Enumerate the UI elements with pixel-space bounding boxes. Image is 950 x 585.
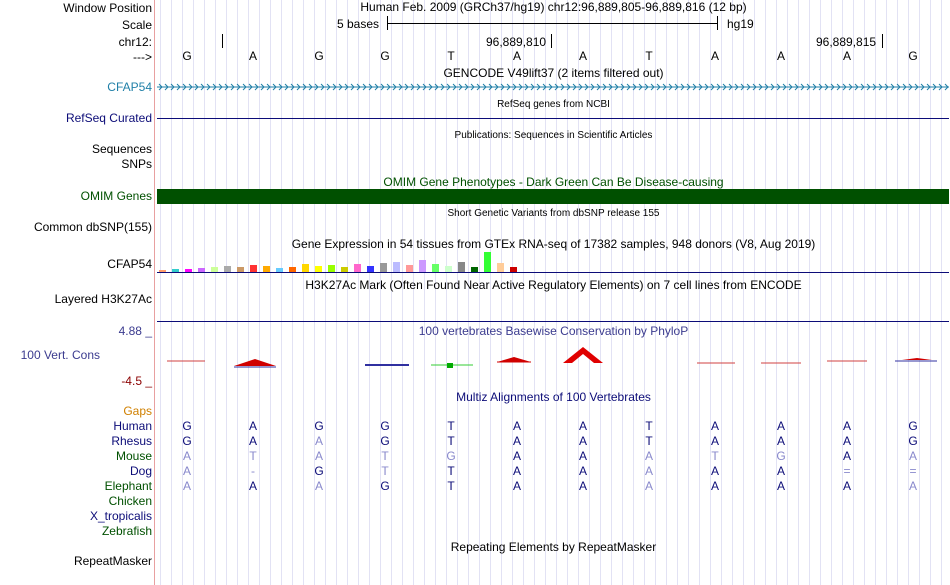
aligned-base: A [644,449,653,463]
gtex-tissue-bar[interactable] [458,262,465,272]
aligned-base: T [447,419,455,433]
gtex-tissue-bar[interactable] [380,263,387,272]
aligned-base: G [776,449,786,463]
species-label[interactable]: Human [113,419,152,433]
aligned-base: G [380,479,390,493]
aligned-base: G [314,419,324,433]
ruler-base: A [578,49,587,63]
gtex-tissue-bar[interactable] [354,264,361,272]
aligned-base: T [645,419,653,433]
dbsnp-label[interactable]: Common dbSNP(155) [33,220,152,234]
aligned-base: A [314,434,323,448]
aligned-base: A [710,479,719,493]
aligned-base: A [182,449,191,463]
ruler-base: T [447,49,455,63]
phylop-conservation-plot[interactable] [157,338,949,372]
species-label[interactable]: Chicken [108,494,152,508]
gtex-tissue-bar[interactable] [432,264,439,272]
gtex-gene-label[interactable]: CFAP54 [107,257,152,271]
aligned-base: A [182,479,191,493]
aligned-base: G [380,419,390,433]
aligned-base: A [248,479,257,493]
sequences-label[interactable]: Sequences [91,142,152,156]
aligned-base: A [776,464,785,478]
aligned-base: A [842,449,851,463]
scale-bar [387,23,718,24]
ruler-base: G [908,49,918,63]
phylop-ymin: -4.5 _ [121,374,152,388]
aligned-base: A [578,464,587,478]
gencode-gene-feature[interactable] [157,81,949,93]
aligned-base: A [182,464,191,478]
aligned-base: G [908,434,918,448]
window-position-label: Window Position [63,1,152,15]
aligned-base: A [710,464,719,478]
gencode-track-title[interactable]: GENCODE V49lift37 (2 items filtered out) [443,66,664,80]
ruler-base: A [248,49,257,63]
aligned-base: A [512,479,521,493]
aligned-base: A [512,449,521,463]
aligned-base: A [512,434,521,448]
aligned-base: A [842,434,851,448]
omim-label[interactable]: OMIM Genes [80,189,152,203]
ruler-base: G [182,49,192,63]
dbsnp-track-title[interactable]: Short Genetic Variants from dbSNP release 155 [447,208,660,219]
aligned-base: A [842,479,851,493]
omim-track-title[interactable]: OMIM Gene Phenotypes - Dark Green Can Be Disease-causing [383,175,724,189]
scale-bar-right-tick [717,16,718,30]
gtex-baseline [157,272,949,273]
aligned-base: A [578,449,587,463]
aligned-base: = [909,464,917,478]
aligned-base: A [512,419,521,433]
ruler-base: A [710,49,719,63]
aligned-base: A [644,464,653,478]
gtex-tissue-bar[interactable] [406,265,413,272]
phylop-label[interactable]: 100 Vert. Cons [20,348,100,362]
refseq-label[interactable]: RefSeq Curated [65,111,152,125]
aligned-base: A [314,449,323,463]
refseq-gene-feature[interactable] [157,118,949,119]
aligned-base: A [248,434,257,448]
ruler-base: A [776,49,785,63]
h3k27ac-baseline [157,321,949,322]
aligned-base: A [776,419,785,433]
ruler-base: A [842,49,851,63]
gtex-tissue-bar[interactable] [393,262,400,272]
snps-label[interactable]: SNPs [121,157,152,171]
repeatmasker-label[interactable]: RepeatMasker [73,554,152,568]
aligned-base: A [314,479,323,493]
chrom-label: chr12: [118,35,152,49]
ruler-tick [882,34,883,48]
h3k27ac-track-title[interactable]: H3K27Ac Mark (Often Found Near Active Regulatory Elements) on 7 cell lines from ENCODE [305,278,802,292]
sidebar-divider [154,0,155,585]
ruler-base: T [645,49,653,63]
gtex-tissue-bar[interactable] [419,260,426,272]
aligned-base: A [776,434,785,448]
gtex-tissue-bar[interactable] [484,252,491,272]
aligned-base: T [381,449,389,463]
aligned-base: A [908,479,917,493]
aligned-base: T [381,464,389,478]
strand-label: ---> [133,50,152,64]
phylop-track-title[interactable]: 100 vertebrates Basewise Conservation by PhyloP [418,324,689,338]
repeatmasker-track-title[interactable]: Repeating Elements by RepeatMasker [450,540,657,554]
aligned-base: G [446,449,456,463]
h3k27ac-label[interactable]: Layered H3K27Ac [54,292,152,306]
aligned-base: A [908,449,917,463]
gaps-label[interactable]: Gaps [123,404,152,418]
phylop-ymax: 4.88 _ [118,324,152,338]
scale-label: Scale [121,18,152,32]
aligned-base: = [843,464,851,478]
scale-assembly: hg19 [727,17,754,31]
gtex-expression-bars[interactable] [157,250,537,272]
gtex-track-title[interactable]: Gene Expression in 54 tissues from GTEx RNA-seq of 17382 samples, 948 donors (V8, Aug 2019) [291,237,816,251]
species-label[interactable]: X_tropicalis [89,509,152,523]
aligned-base: - [251,464,255,478]
aligned-base: G [380,434,390,448]
multiz-track-title[interactable]: Multiz Alignments of 100 Vertebrates [456,390,651,404]
aligned-base: G [314,464,324,478]
ruler-base: G [380,49,390,63]
species-label[interactable]: Rhesus [111,434,152,448]
aligned-base: A [710,419,719,433]
aligned-base: A [710,434,719,448]
aligned-base: G [182,434,192,448]
position-title[interactable]: Human Feb. 2009 (GRCh37/hg19) chr12:96,889,805-96,889,816 (12 bp) [360,0,747,14]
aligned-base: A [578,419,587,433]
scale-text: 5 bases [337,17,380,31]
aligned-base: T [249,449,257,463]
ruler-base: G [314,49,324,63]
aligned-base: G [182,419,192,433]
aligned-base: A [578,434,587,448]
aligned-base: A [248,419,257,433]
species-label[interactable]: Dog [129,464,152,478]
aligned-base: A [776,479,785,493]
ruler-tick-label-1: 96,889,810 [486,35,547,49]
ruler-tick-label-2: 96,889,815 [816,35,877,49]
publications-track-title[interactable]: Publications: Sequences in Scientific Articles [454,130,653,141]
ruler-base: A [512,49,521,63]
species-label[interactable]: Mouse [115,449,152,463]
gtex-tissue-bar[interactable] [497,263,504,272]
species-label[interactable]: Zebrafish [101,524,152,538]
gtex-tissue-bar[interactable] [250,265,257,272]
aligned-base: A [512,464,521,478]
aligned-base: A [578,479,587,493]
refseq-track-title[interactable]: RefSeq genes from NCBI [497,99,610,110]
omim-gene-feature[interactable] [157,189,949,204]
gencode-gene-label[interactable]: CFAP54 [107,80,152,94]
aligned-base: T [447,464,455,478]
aligned-base: T [447,479,455,493]
aligned-base: T [447,434,455,448]
gtex-tissue-bar[interactable] [328,265,335,272]
aligned-base: T [711,449,719,463]
species-label[interactable]: Elephant [104,479,152,493]
aligned-base: A [644,479,653,493]
ruler-tick [551,34,552,48]
aligned-base: A [842,419,851,433]
aligned-base: T [645,434,653,448]
ruler-tick [222,34,223,48]
aligned-base: G [908,419,918,433]
gtex-tissue-bar[interactable] [302,264,309,272]
